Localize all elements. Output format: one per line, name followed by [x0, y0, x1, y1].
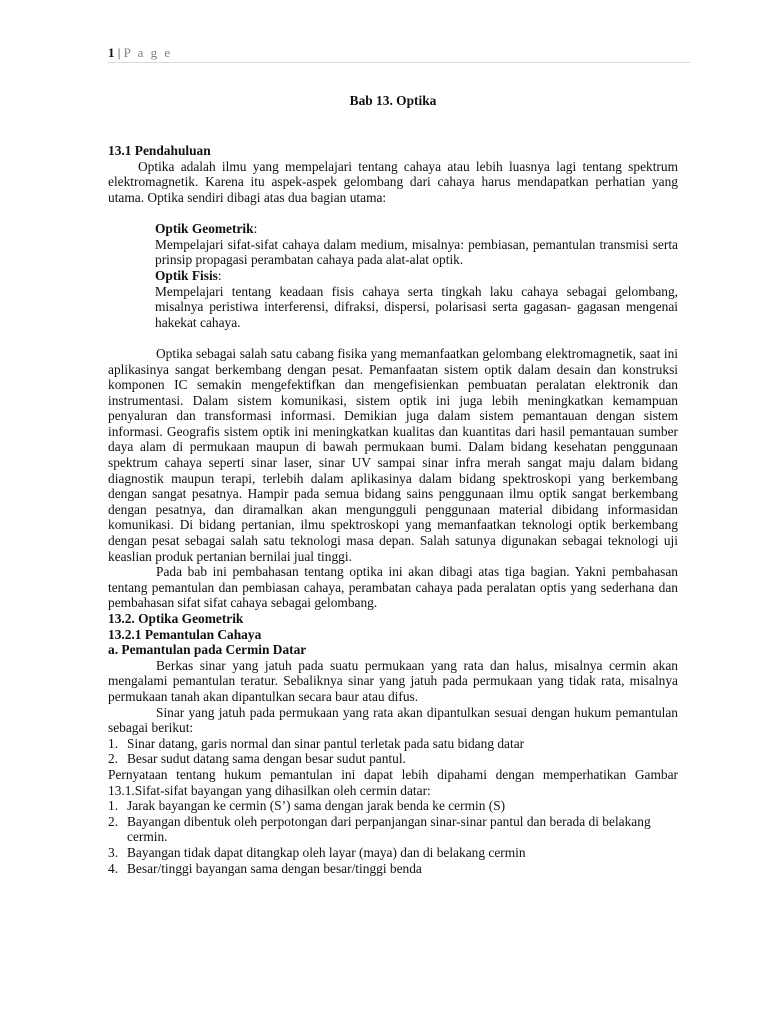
term-optik-geometrik: Optik Geometrik	[155, 221, 254, 237]
paragraph-aplikasi-optika: Optika sebagai salah satu cabang fisika yang memanfaatkan gelombang elektromagnetik, saat ini aplikasinya sangat berkembang dengan pesat. Pemanfaatan sistem optik dalam desain dan konstruksi komponen IC semakin mengefektifkan dan mengefisienkan pembuatan peralatan elektronik dan instrumentasi. Dalam sistem komunikasi, sistem optik ini juga lebih meningkatkan kemampuan penyaluran dan transformasi informasi. Demikian juga dalam sistem pemantauan dengan sistem informasi. Geografis sistem optik ini meningkatkan kualitas dan kuantitas dari hasil pemantauan sumber daya alam di permukaan maupun di bawah permukaan bumi. Dalam bidang kesehatan penggunaan spektrum cahaya seperti sinar laser, sinar UV sampai sinar infra merah sangat maju dalam bidang diagnostik maupun terapi, terlebih dalam aplikasinya dalam bidang spektroskopi yang berkembang dengan sangat pesatnya. Hampir pada semua bidang sains penggunaan ilmu optik sangat berkembang dengan pesatnya, dan diramalkan akan mengungguli penggunaan material dibidang informasidan komunikasi. Di bidang pertanian, ilmu spektroskopi yang memanfaatkan teknologi optik berkembang dengan pesat sebagai salah satu teknologi masa depan. Salah satunya digunakan sebagai teknologi uji keaslian produk pertanian bernilai jual tinggi.	[108, 345, 678, 564]
subsubsection-heading-cermin-datar: a. Pemantulan pada Cermin Datar	[108, 642, 307, 658]
section-heading-pendahuluan: 13.1 Pendahuluan	[108, 143, 211, 159]
page-label: P a g e	[123, 45, 173, 60]
desc-optik-geometrik: Mempelajari sifat-sifat cahaya dalam medium, misalnya: pembiasan, pemantulan transmisi serta prinsip propagasi perambatan cahaya pada alat-alat optik.	[155, 236, 678, 268]
subsection-heading-pemantulan: 13.2.1 Pemantulan Cahaya	[108, 626, 262, 642]
image-properties-list	[108, 798, 678, 876]
list-item: 3. Bayangan tidak dapat ditangkap oleh layar (maya) dan di belakang cermin	[108, 844, 526, 860]
page-header	[108, 44, 690, 63]
definition-optik-geometrik: Optik Geometrik: Mempelajari sifat-sifat cahaya dalam medium, misalnya: pembiasan, pemantulan transmisi serta prinsip propagasi perambatan cahaya pada alat-alat optik. Optik Fisis: Mempelajari tentang keadaan fisis cahaya serta tingkah laku cahaya sebagai gelombang, misalnya peristiwa interferensi, difraksi, dispersi, polarisasi serta gagasan- gagasan mengenai hakekat cahaya.	[155, 221, 678, 330]
list-item: 2. Besar sudut datang sama dengan besar sudut pantul.	[108, 751, 406, 767]
desc-optik-fisis: Mempelajari tentang keadaan fisis cahaya serta tingkah laku cahaya sebagai gelombang, misalnya peristiwa interferensi, difraksi, dispersi, polarisasi serta gagasan- gagasan mengenai hakekat cahaya.	[155, 283, 678, 330]
term-optik-fisis: Optik Fisis	[155, 267, 218, 283]
list-item: 4. Besar/tinggi bayangan sama dengan besar/tinggi benda	[108, 860, 422, 876]
list-item: 2. Bayangan dibentuk oleh perpotongan dari perpanjangan sinar-sinar pantul dan berada di belakang cermin.	[108, 813, 651, 845]
page-number: 1	[108, 45, 115, 60]
paragraph-pembahasan-bab: Pada bab ini pembahasan tentang optika ini akan dibagi atas tiga bagian. Yakni pembahasan tentang pemantulan dan pembiasan cahaya, perambatan cahaya pada peralatan optis yang sederhana dan pembahasan sifat sifat cahaya sebagai gelombang.	[108, 564, 678, 611]
paragraph-hukum-pemantulan: Sinar yang jatuh pada permukaan yang rata akan dipantulkan sesuai dengan hukum pemantulan sebagai berikut:	[108, 704, 678, 736]
chapter-title: Bab 13. Optika	[349, 93, 437, 108]
paragraph-sifat-bayangan: Pernyataan tentang hukum pemantulan ini dapat lebih dipahami dengan memperhatikan Gambar 13.1.Sifat-sifat bayangan yang dihasilkan oleh cermin datar:	[108, 766, 678, 798]
law-list	[108, 736, 678, 767]
list-item: 1. Sinar datang, garis normal dan sinar pantul terletak pada satu bidang datar	[108, 735, 525, 751]
list-item: 1. Jarak bayangan ke cermin (S’) sama dengan jarak benda ke cermin (S)	[108, 798, 506, 814]
header-separator: |	[117, 45, 121, 60]
intro-paragraph: Optika adalah ilmu yang mempelajari tentang cahaya atau lebih luasnya lagi tentang spektrum elektromagnetik. Karena itu aspek-aspek gelombang dari cahaya harus mendapatkan perhatian yang utama. Optika sendiri dibagi atas dua bagian utama:	[108, 158, 678, 205]
document-body	[108, 93, 678, 876]
paragraph-berkas-sinar: Berkas sinar yang jatuh pada suatu permukaan yang rata dan halus, misalnya cermin akan mengalami pemantulan teratur. Sebaliknya sinar yang jatuh pada permukaan yang tidak rata, misalnya permukaan tanah akan dipantulkan secara baur atau difus.	[108, 657, 678, 704]
section-heading-optika-geometrik: 13.2. Optika Geometrik	[108, 611, 244, 626]
